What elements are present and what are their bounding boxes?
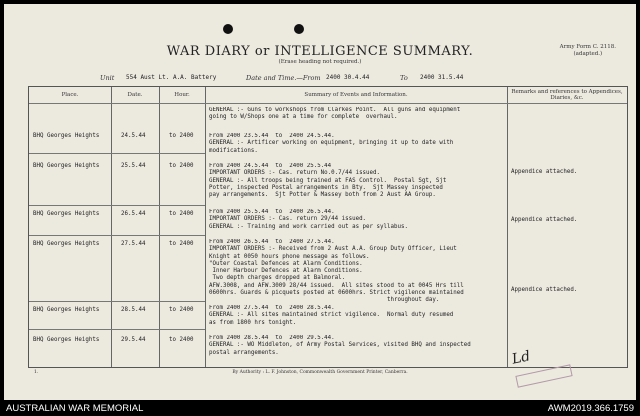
army-form-label: Army Form C. 2118.	[559, 44, 616, 50]
caption-right: AWM2019.366.1759	[547, 403, 634, 414]
signature: Ld	[510, 348, 532, 368]
table-row-summary: From 2400 26.5.44 to 2400 27.5.44. IMPORTANT ORDERS :- Received from 2 Aust A.A. Group Duty Officer, Lieut Knight at 0050 hours phone message as follows. "Outer Coastal Defences at Alarm Conditions. Inner Harbour Defences at Alarm Conditions. Two depth charges dropped at Balmoral. AFW.3008, and AFW.3009 28/44 issued. All sites stood to at 0045 Hrs till 0600hrs. Guards & picquets posted at 0600hrs. Strict vigilence maintained throughout day.	[209, 239, 464, 304]
row-hour: to 2400	[169, 133, 194, 139]
row-remark: Appendice attached.	[511, 169, 578, 175]
to-label: To	[400, 74, 408, 82]
footer-number: 1.	[34, 370, 39, 375]
col-date: Date.	[127, 92, 143, 98]
punch-hole-left	[223, 24, 233, 34]
col-place: Place.	[61, 92, 79, 98]
table-row-summary: From 2400 23.5.44 to 2400 24.5.44. GENERAL :- Artificer working on equipment, bringing it up to date with modifications.	[209, 133, 454, 154]
col-hour: Hour.	[174, 92, 190, 98]
row-place: BHQ Georges Heights	[33, 241, 100, 247]
army-form-number	[560, 44, 616, 58]
table-row-summary: From 2400 27.5.44 to 2400 28.5.44. GENERAL :- All sites maintained strict vigilence. Normal duty resumed as from 1800 hrs tonight.	[209, 305, 454, 326]
col-summary: Summary of Events and Information.	[304, 92, 408, 98]
form-title: WAR DIARY or INTELLIGENCE SUMMARY.	[166, 44, 474, 59]
row-date: 26.5.44	[121, 211, 146, 217]
table-row-summary: From 2400 24.5.44 to 2400 25.5.44 IMPORTANT ORDERS :- Cas. return No.0.7/44 issued. GENERAL :- All troops being trained at FAS Control. Postal Sgt, Sjt Potter, inspected Postal arrangements in Bty. Sjt Massey inspected pay arrangements. Sjt Potter & Massey both from 2 Aust AA Group.	[209, 163, 447, 199]
row-date: 25.5.44	[121, 163, 146, 169]
row-place: BHQ Georges Heights	[33, 133, 100, 139]
row-date: 27.5.44	[121, 241, 146, 247]
row-remark: Appendice attached.	[511, 287, 578, 293]
table-row-summary: GENERAL :- Guns to workshops from Clarkes Point. All guns and equipment going to W/Shops one at a time for complete overhaul.	[209, 107, 461, 121]
from-value: 2400 30.4.44	[326, 74, 370, 81]
unit-value: 554 Aust Lt. A.A. Battery	[126, 74, 217, 81]
col-remarks: Remarks and references to Appendices, Diaries, &c.	[511, 89, 623, 101]
to-value: 2400 31.5.44	[420, 74, 464, 81]
row-date: 24.5.44	[121, 133, 146, 139]
diary-table	[28, 86, 628, 368]
unit-label: Unit	[100, 74, 115, 82]
caption-left: AUSTRALIAN WAR MEMORIAL	[6, 403, 144, 414]
row-hour: to 2400	[169, 211, 194, 217]
diary-sheet	[4, 4, 636, 400]
row-place: BHQ Georges Heights	[33, 211, 100, 217]
table-row-summary: From 2400 25.5.44 to 2400 26.5.44. IMPORTANT ORDERS :- Cas. return 29/44 issued. GENERAL :- Training and work carried out as per syllabus.	[209, 209, 408, 230]
row-place: BHQ Georges Heights	[33, 163, 100, 169]
caption-bar	[0, 400, 640, 416]
row-remark: Appendice attached.	[511, 217, 578, 223]
army-form-note: (adapted.)	[573, 51, 603, 57]
table-row-summary: From 2400 28.5.44 to 2400 29.5.44. GENERAL :- WO Middleton, of Army Postal Services, visited BHQ and inspected postal arrangements.	[209, 335, 471, 356]
datetime-label: Date and Time.—From	[246, 74, 321, 82]
row-date: 28.5.44	[121, 307, 146, 313]
punch-hole-right	[294, 24, 304, 34]
row-hour: to 2400	[169, 241, 194, 247]
printer-authority: By Authority : L. F. Johnston, Commonwealth Government Printer, Canberra.	[232, 370, 408, 375]
row-hour: to 2400	[169, 163, 194, 169]
row-date: 29.5.44	[121, 337, 146, 343]
row-hour: to 2400	[169, 307, 194, 313]
form-subtitle: (Erase heading not required.)	[278, 59, 362, 65]
row-place: BHQ Georges Heights	[33, 307, 100, 313]
row-hour: to 2400	[169, 337, 194, 343]
row-place: BHQ Georges Heights	[33, 337, 100, 343]
